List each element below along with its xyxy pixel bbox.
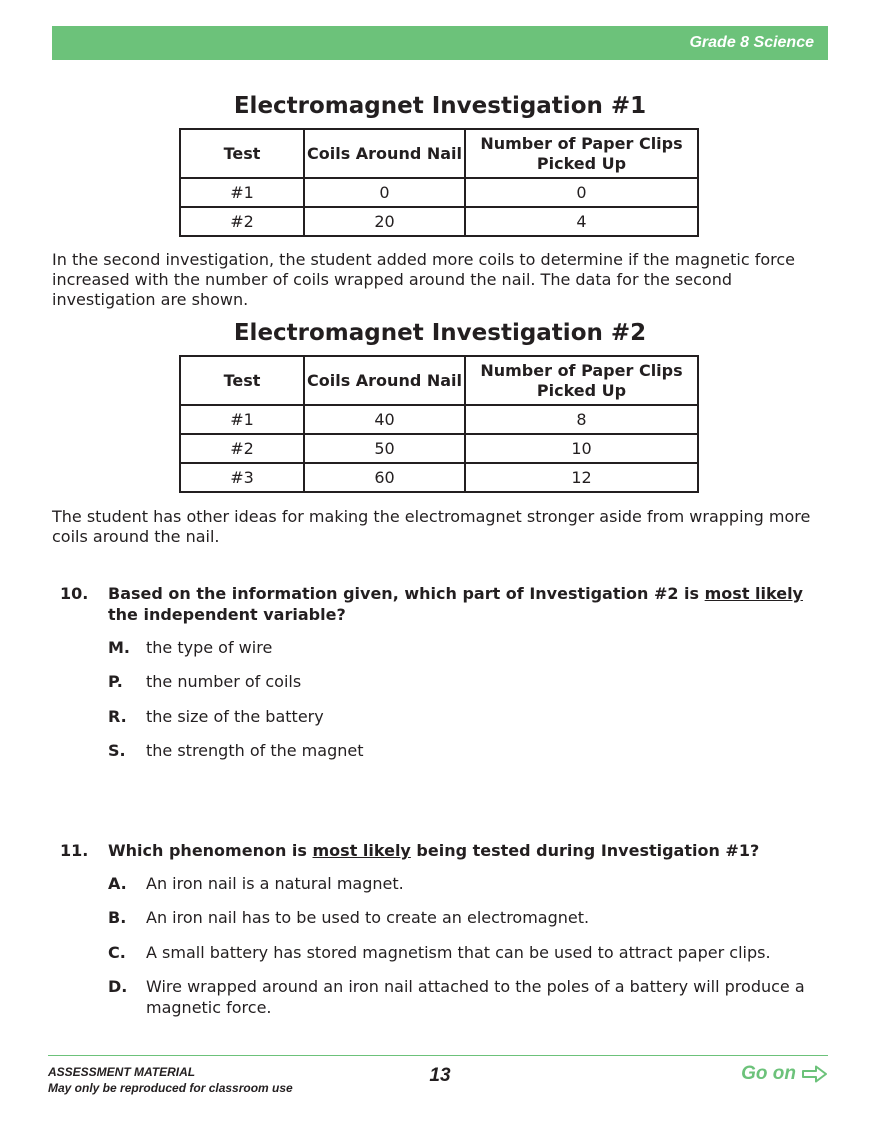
subject-label: Grade 8 Science (689, 34, 814, 51)
table-cell: #3 (180, 463, 304, 492)
table-row (180, 207, 698, 236)
table1-header-clips: Number of Paper Clips Picked Up (465, 129, 698, 178)
choice-letter: P. (108, 672, 123, 691)
table2-header-test: Test (180, 356, 304, 405)
table-cell: 4 (465, 207, 698, 236)
question-number: 11. (60, 841, 89, 860)
stem-text: Based on the information given, which part of Investigation #2 is (108, 584, 705, 603)
choice-letter: B. (108, 908, 127, 927)
table-cell: 12 (465, 463, 698, 492)
go-on-indicator (741, 1063, 828, 1085)
choice-text: Wire wrapped around an iron nail attached to the poles of a battery will produce a magnetic force. (146, 977, 805, 1017)
paragraph-other-ideas: The student has other ideas for making the electromagnet stronger aside from wrapping more coils around the nail. (52, 507, 811, 546)
choice-letter: D. (108, 977, 128, 996)
page-number: 13 (429, 1065, 451, 1086)
choice-text: An iron nail has to be used to create an electromagnet. (146, 908, 590, 927)
table-cell: 8 (465, 405, 698, 434)
table2-title: Electromagnet Investigation #2 (233, 320, 647, 346)
stem-text: the independent variable? (108, 605, 346, 624)
choice-text: the strength of the magnet (146, 741, 364, 760)
choice-letter: C. (108, 943, 126, 962)
table2 (179, 355, 699, 493)
arrow-right-icon (802, 1065, 828, 1083)
question-number: 10. (60, 584, 89, 603)
table-row (180, 405, 698, 434)
table2-header-coils: Coils Around Nail (304, 356, 465, 405)
choice-letter: S. (108, 741, 126, 760)
stem-text: being tested during Investigation #1? (410, 841, 760, 860)
table-cell: #2 (180, 434, 304, 463)
table-cell: 0 (465, 178, 698, 207)
table1-title: Electromagnet Investigation #1 (233, 93, 647, 119)
table-cell: #2 (180, 207, 304, 236)
table-cell: 0 (304, 178, 465, 207)
header-bar (52, 26, 828, 60)
stem-text: Which phenomenon is (108, 841, 313, 860)
table-cell: 20 (304, 207, 465, 236)
table-cell: 50 (304, 434, 465, 463)
table-cell: #1 (180, 405, 304, 434)
table-row (180, 463, 698, 492)
table-cell: 10 (465, 434, 698, 463)
footer-line-2: May only be reproduced for classroom use (48, 1081, 293, 1095)
footer-divider (48, 1055, 828, 1056)
table-row (180, 434, 698, 463)
stem-emphasis: most likely (704, 584, 803, 603)
go-on-label: Go on (741, 1063, 796, 1084)
table1 (179, 128, 699, 237)
choice-text: the number of coils (146, 672, 302, 691)
choice-letter: A. (108, 874, 127, 893)
choice-text: An iron nail is a natural magnet. (146, 874, 404, 893)
table-cell: 40 (304, 405, 465, 434)
question-stem (108, 583, 828, 625)
choice-letter: M. (108, 638, 130, 657)
question-stem (108, 840, 828, 861)
table2-header-clips: Number of Paper Clips Picked Up (465, 356, 698, 405)
table1-header-coils: Coils Around Nail (304, 129, 465, 178)
stem-emphasis: most likely (312, 841, 411, 860)
footer-line-1: ASSESSMENT MATERIAL (48, 1065, 196, 1079)
choice-text: the type of wire (146, 638, 273, 657)
choice-text: the size of the battery (146, 707, 324, 726)
choice-letter: R. (108, 707, 127, 726)
table-cell: #1 (180, 178, 304, 207)
table1-header-test: Test (180, 129, 304, 178)
table-cell: 60 (304, 463, 465, 492)
table-row (180, 178, 698, 207)
paragraph-intro-investigation2: In the second investigation, the student added more coils to determine if the magnetic force increased with the number of coils wrapped around the nail. The data for the second investigation are shown. (52, 250, 795, 309)
choice-text: A small battery has stored magnetism that can be used to attract paper clips. (146, 943, 771, 962)
